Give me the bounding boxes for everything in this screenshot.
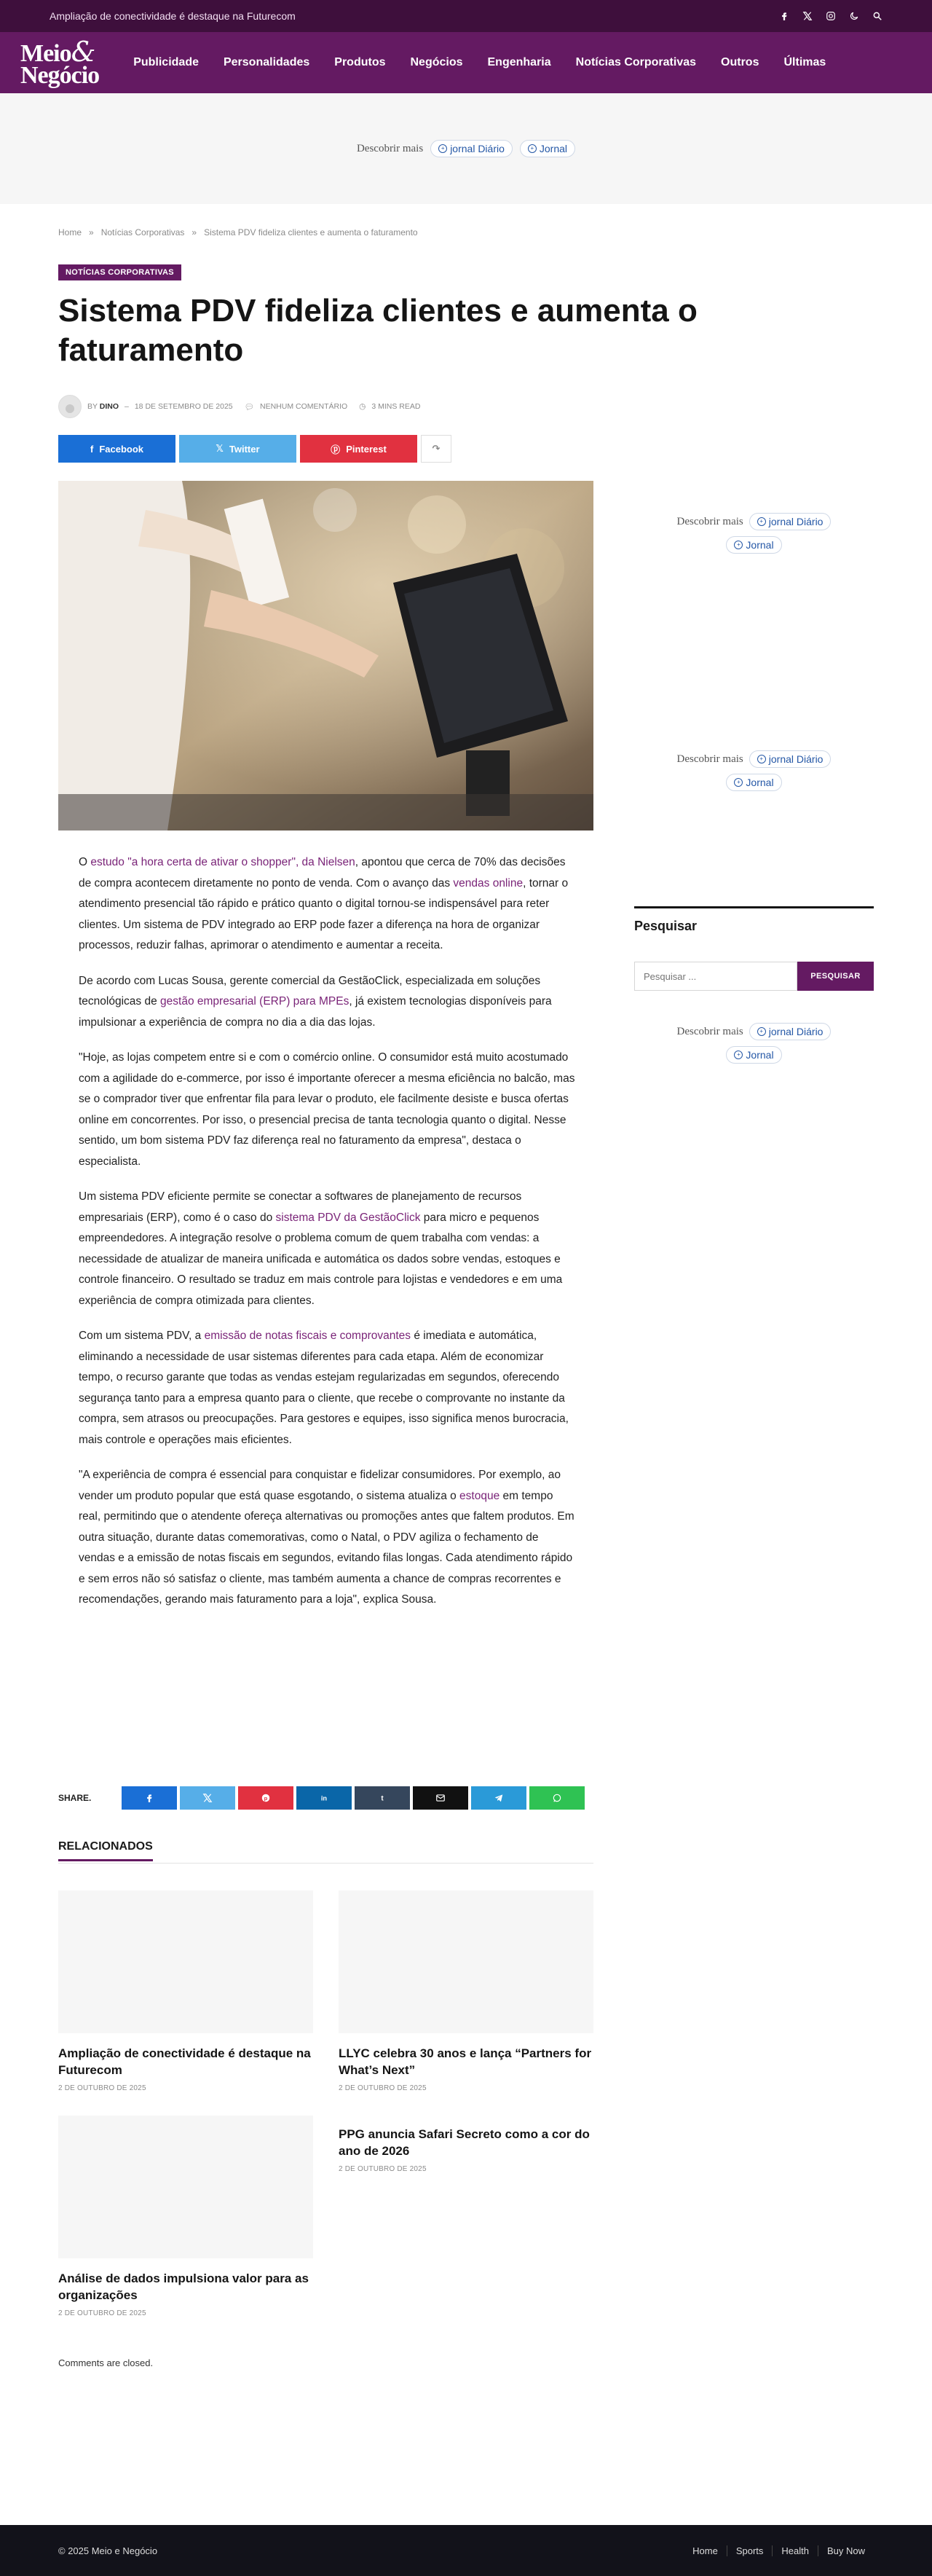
- ad-pill-label: jornal Diário: [768, 753, 824, 765]
- telegram-icon: [494, 1793, 504, 1803]
- ad-label: Descobrir mais: [356, 142, 424, 154]
- read-time: 3 MINS READ: [371, 402, 421, 411]
- link-gestao-empresarial[interactable]: gestão empresarial (ERP) para MPEs: [160, 995, 350, 1008]
- link-emissao-notas[interactable]: emissão de notas fiscais e comprovantes: [204, 1330, 411, 1342]
- footer-link-health[interactable]: Health: [772, 2545, 818, 2556]
- comments-closed: Comments are closed.: [58, 2357, 154, 2368]
- footer-links: [684, 2545, 874, 2556]
- paragraph: "A experiência de compra é essencial para conquistar e fidelizar consumidores. Por exemplo, ao vender um produto popular que está quase esgotando, o sistema atualiza o estoque em tempo real, permitindo que o atendente ofereça alternativas ou promoções antes que faltem produtos. Em outra situação, durante datas comemorativas, como o Natal, o PDV agiliza o fechamento de vendas e a emissão de notas fiscais em segundos, evitando filas longas. Cada atendimento rápido e sem erros não só satisfaz o cliente, mas também aumenta a chance de compras recorrentes e recomendações, gerando mais faturamento para a loja", explica Sousa.: [79, 1469, 574, 1606]
- article-meta: [58, 395, 420, 418]
- share-twitter-label: Twitter: [229, 443, 260, 455]
- ad-pill-jornal[interactable]: [726, 536, 781, 554]
- paragraph: "Hoje, as lojas competem entre si e com o comércio online. O consumidor está muito acostumado com a agilidade do e-commerce, por isso é importante oferecer a mesma eficiência no balcão, mas se o comprador tiver que enfrentar fila para levar o produto, ele facilmente desiste e busca ofertas online em concorrentes. Por isso, o presencial precisa de tanta tecnologia quanto o digital. Nesse sentido, um bom sistema PDV faz diferença real no faturamento da empresa", destaca o especialista.: [79, 1051, 575, 1168]
- related-date: 2 DE OUTUBRO DE 2025: [339, 2165, 427, 2173]
- search-icon[interactable]: [872, 11, 882, 21]
- paragraph: De acordo com Lucas Sousa, gerente comercial da GestãoClick, especializada em soluções tecnológicas de gestão empresarial (ERP) para MPEs, já existem tecnologias disponíveis para impulsionar a experiência de compra no dia a dia das lojas.: [79, 974, 552, 1029]
- linkedin-icon: [319, 1793, 329, 1803]
- ad-pill-jornal[interactable]: [726, 774, 781, 791]
- plus-circle-icon: +: [757, 755, 766, 763]
- ad-pill-label: jornal Diário: [450, 143, 505, 154]
- breadcrumb-category[interactable]: Notícias Corporativas: [100, 227, 185, 237]
- plus-circle-icon: +: [438, 144, 447, 153]
- share-facebook-label: Facebook: [99, 443, 144, 455]
- share-top-bar: [58, 435, 451, 463]
- logo-ampersand: &: [71, 35, 95, 68]
- main-nav: [0, 32, 932, 93]
- instagram-icon[interactable]: [826, 11, 836, 21]
- ad-pill-label: jornal Diário: [768, 516, 824, 527]
- related-title[interactable]: PPG anuncia Safari Secreto como a cor do ano de 2026: [339, 2127, 590, 2158]
- related-title[interactable]: Análise de dados impulsiona valor para as organizações: [58, 2271, 309, 2302]
- facebook-icon: [144, 1793, 154, 1803]
- share-arrow-icon: ↷: [432, 443, 441, 454]
- pinterest-icon: ⓟ: [331, 444, 341, 455]
- plus-circle-icon: +: [734, 1051, 743, 1059]
- nav-item-personalidades[interactable]: Personalidades: [223, 56, 310, 68]
- share-label: SHARE.: [58, 1793, 92, 1803]
- share-email-button[interactable]: [413, 1786, 468, 1810]
- related-card[interactable]: [58, 2116, 313, 2317]
- ad-label: Descobrir mais: [676, 1025, 743, 1037]
- nav-menu: [121, 56, 838, 69]
- author-avatar[interactable]: [58, 395, 82, 418]
- related-date: 2 DE OUTUBRO DE 2025: [58, 2309, 146, 2317]
- email-icon: [435, 1793, 446, 1803]
- nav-item-produtos[interactable]: Produtos: [334, 56, 386, 68]
- ad-pill-jornal-diario[interactable]: [749, 513, 832, 530]
- hero-image: [58, 481, 593, 830]
- related-thumbnail[interactable]: [58, 1890, 313, 2033]
- nav-item-ultimas[interactable]: Últimas: [783, 56, 826, 68]
- meta-by: BY DINO: [87, 402, 119, 411]
- footer-copyright: © 2025 Meio e Negócio: [58, 2545, 158, 2556]
- facebook-icon[interactable]: [779, 11, 789, 21]
- sidebar-ad: [634, 513, 874, 554]
- svg-text:in: in: [321, 1794, 328, 1802]
- site-footer: [0, 2525, 932, 2576]
- plus-circle-icon: +: [734, 541, 743, 549]
- pinterest-icon: [261, 1793, 271, 1803]
- comment-icon: 💬︎: [244, 402, 254, 412]
- x-icon: [202, 1793, 213, 1803]
- pos-terminal-photo: [58, 481, 593, 830]
- breadcrumb-separator: »: [191, 227, 197, 237]
- footer-link-buy-now[interactable]: Buy Now: [818, 2545, 874, 2556]
- related-card[interactable]: [58, 1890, 313, 2092]
- share-whatsapp-button[interactable]: [529, 1786, 585, 1810]
- footer-link-sports[interactable]: Sports: [727, 2545, 773, 2556]
- comment-count[interactable]: NENHUM COMENTÁRIO: [260, 402, 348, 411]
- search-button[interactable]: PESQUISAR: [797, 962, 874, 991]
- nav-item-engenharia[interactable]: Engenharia: [487, 56, 551, 68]
- breadcrumb-home[interactable]: Home: [58, 227, 82, 237]
- topbar-headline-link[interactable]: Ampliação de conectividade é destaque na Futurecom: [50, 10, 296, 22]
- nav-item-negocios[interactable]: Negócios: [410, 56, 463, 68]
- post-date: 18 DE SETEMBRO DE 2025: [134, 402, 233, 411]
- ad-pill-label: Jornal: [746, 1049, 774, 1061]
- plus-circle-icon: +: [528, 144, 537, 153]
- tumblr-icon: [377, 1793, 387, 1803]
- x-icon[interactable]: [802, 11, 813, 21]
- breadcrumb-separator: »: [89, 227, 94, 237]
- share-x-button[interactable]: [180, 1786, 235, 1810]
- share-pinterest-button[interactable]: [300, 435, 417, 463]
- top-ad-banner: [0, 93, 932, 204]
- ad-pill-jornal-diario[interactable]: [749, 1023, 832, 1040]
- related-title[interactable]: Ampliação de conectividade é destaque na Futurecom: [58, 2046, 311, 2077]
- search-form: [634, 962, 874, 991]
- site-logo[interactable]: [20, 35, 100, 89]
- x-icon: 𝕏: [216, 443, 224, 454]
- share-facebook-button[interactable]: [58, 435, 175, 463]
- related-title[interactable]: LLYC celebra 30 anos e lança “Partners for What’s Next”: [339, 2046, 592, 2077]
- share-telegram-button[interactable]: [471, 1786, 526, 1810]
- dark-mode-icon[interactable]: [849, 11, 859, 21]
- link-sistema-pdv[interactable]: sistema PDV da GestãoClick: [275, 1211, 421, 1224]
- ad-pill-jornal-diario[interactable]: [430, 140, 513, 157]
- search-input[interactable]: [634, 962, 797, 991]
- share-facebook-button[interactable]: [122, 1786, 177, 1810]
- meta-dash: –: [125, 402, 129, 411]
- svg-text:t: t: [381, 1794, 384, 1803]
- related-heading: [58, 1840, 593, 1864]
- whatsapp-icon: [552, 1793, 562, 1803]
- top-bar: [0, 0, 932, 32]
- related-card[interactable]: [339, 2116, 593, 2173]
- nav-item-outros[interactable]: Outros: [721, 56, 759, 68]
- plus-circle-icon: +: [757, 1027, 766, 1036]
- sidebar-ad: [634, 750, 874, 791]
- article-title: Sistema PDV fideliza clientes e aumenta o faturamento: [58, 293, 698, 368]
- search-widget-title: Pesquisar: [634, 906, 874, 934]
- topbar-icons: [779, 11, 882, 21]
- svg-text:p: p: [264, 1794, 268, 1802]
- share-twitter-button[interactable]: [179, 435, 296, 463]
- share-bottom-bar: [58, 1786, 585, 1810]
- sidebar-ad: [634, 1023, 874, 1064]
- logo-line1: Meio: [20, 39, 71, 67]
- article-body: [79, 852, 575, 1625]
- facebook-icon: f: [90, 443, 94, 455]
- paragraph: O estudo "a hora certa de ativar o shopper", da Nielsen, apontou que cerca de 70% das decisões de compra acontecem diretamente no ponto de venda. Com o avanço das vendas online, tornar o atendimento presencial tão rápido e prático quanto o digital tornou-se indispensável para reter clientes. Um sistema de PDV integrado ao ERP pode fazer a diferença na hora de organizar processos, reduzir falhas, aprimorar o atendimento e aumentar a receita.: [79, 856, 569, 951]
- ad-pill-jornal[interactable]: [520, 140, 575, 157]
- related-card[interactable]: [339, 1890, 593, 2092]
- share-more-button[interactable]: [421, 435, 451, 463]
- author-name[interactable]: DINO: [99, 402, 119, 411]
- share-tumblr-button[interactable]: [355, 1786, 410, 1810]
- related-thumbnail[interactable]: [58, 2116, 313, 2258]
- ad-pill-label: jornal Diário: [768, 1026, 824, 1037]
- share-pinterest-button[interactable]: [238, 1786, 293, 1810]
- paragraph: Um sistema PDV eficiente permite se conectar a softwares de planejamento de recursos empresariais (ERP), como é o caso do sistema PDV da GestãoClick para micro e pequenos empreendedores. A integração resolve o problema comum de quem trabalha com vendas: a necessidade de atualizar de maneira unificada e automática os dados sobre vendas, estoques e controle financeiro. O resultado se traduz em mais controle para lojistas e vendedores e em uma experiência de compra otimizada para clientes.: [79, 1190, 563, 1307]
- ad-pill-label: Jornal: [539, 143, 568, 154]
- share-linkedin-button[interactable]: [296, 1786, 352, 1810]
- related-thumbnail[interactable]: [339, 1890, 593, 2033]
- ad-pill-jornal-diario[interactable]: [749, 750, 832, 768]
- ad-pill-jornal[interactable]: [726, 1046, 781, 1064]
- related-date: 2 DE OUTUBRO DE 2025: [339, 2084, 427, 2092]
- paragraph: Com um sistema PDV, a emissão de notas fiscais e comprovantes é imediata e automática, eliminando a necessidade de usar sistemas diferentes para cada etapa. Além de economizar tempo, o recurso garante que todas as vendas estejam regularizadas em segundos, oferecendo segurança tanto para a empresa quanto para o cliente, que recebe o comprovante no instante da compra, sem atrasos ou preocupações. Para gestores e equipes, isso significa menos burocracia, mais controle e operações mais eficientes.: [79, 1330, 569, 1446]
- category-badge[interactable]: NOTÍCIAS CORPORATIVAS: [58, 264, 181, 280]
- related-heading-label: RELACIONADOS: [58, 1840, 153, 1861]
- ad-pill-label: Jornal: [746, 777, 774, 788]
- logo-line2: Negócio: [20, 61, 100, 89]
- ad-label: Descobrir mais: [676, 753, 743, 765]
- share-pinterest-label: Pinterest: [346, 443, 387, 455]
- ad-pill-label: Jornal: [746, 539, 774, 551]
- ad-label: Descobrir mais: [676, 515, 743, 527]
- breadcrumb-current: Sistema PDV fideliza clientes e aumenta o faturamento: [204, 227, 418, 237]
- clock-icon: ◷: [359, 402, 366, 411]
- nav-item-noticias-corporativas[interactable]: Notícias Corporativas: [575, 56, 697, 68]
- plus-circle-icon: +: [734, 778, 743, 787]
- link-vendas-online[interactable]: vendas online: [453, 876, 524, 890]
- plus-circle-icon: +: [757, 517, 766, 526]
- nav-item-publicidade[interactable]: Publicidade: [133, 56, 199, 68]
- link-estudo-nielsen[interactable]: estudo "a hora certa de ativar o shopper", da Nielsen: [90, 856, 355, 868]
- link-estoque[interactable]: estoque: [459, 1489, 500, 1502]
- footer-link-home[interactable]: Home: [692, 2545, 718, 2556]
- breadcrumb: [58, 227, 418, 237]
- related-date: 2 DE OUTUBRO DE 2025: [58, 2084, 146, 2092]
